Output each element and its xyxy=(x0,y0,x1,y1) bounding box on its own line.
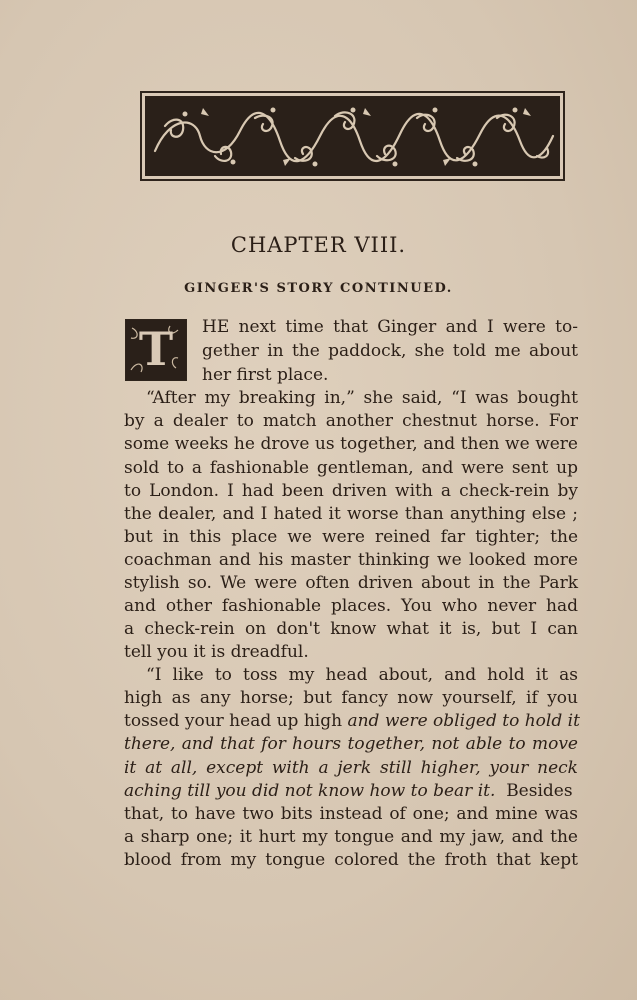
drop-cap-letter: T xyxy=(138,322,174,376)
text-line: blood from my tongue colored the froth that kept xyxy=(124,850,578,870)
text-line: sold to a fashionable gentleman, and were sent up xyxy=(124,458,578,478)
text-line: to London. I had been driven with a check-rein by xyxy=(124,481,578,501)
text-line: a sharp one; it hurt my tongue and my jaw, and the xyxy=(124,827,578,847)
scroll-ornament-icon xyxy=(145,96,560,176)
text-line-italic: it at all, except with a jerk still higher, your neck xyxy=(124,758,578,778)
text-line-mixed xyxy=(124,710,578,732)
text-line: gether in the paddock, she told me about xyxy=(202,341,578,361)
drop-cap xyxy=(125,319,187,381)
chapter-header-ornament xyxy=(140,91,565,181)
text-line: that, to have two bits instead of one; and mine was xyxy=(124,804,578,824)
text-line: some weeks he drove us together, and then we were xyxy=(124,434,578,454)
text-line: her first place. xyxy=(202,365,329,385)
text-span: Besides xyxy=(506,781,573,801)
text-line: and other fashionable places. You who never had xyxy=(124,596,578,616)
chapter-subtitle: GINGER'S STORY CONTINUED. xyxy=(184,281,453,296)
text-line: stylish so. We were often driven about in the Park xyxy=(124,573,578,593)
text-line: the dealer, and I hated it worse than anything else ; xyxy=(124,504,578,524)
text-line: “I like to toss my head about, and hold it as xyxy=(146,665,578,685)
italic-span: and were obliged to hold it xyxy=(347,711,580,731)
ornament-panel xyxy=(145,96,560,176)
text-line: high as any horse; but fancy now yourself, if you xyxy=(124,688,578,708)
text-line: by a dealer to match another chestnut horse. For xyxy=(124,411,578,431)
text-line: HE next time that Ginger and I were to- xyxy=(202,317,578,337)
text-line-mixed xyxy=(124,780,578,802)
italic-span: aching till you did not know how to bear it. xyxy=(124,781,496,801)
text-line: tell you it is dreadful. xyxy=(124,642,309,662)
text-line-italic: there, and that for hours together, not able to move xyxy=(124,734,578,754)
chapter-title: CHAPTER VIII. xyxy=(230,233,407,257)
text-span: tossed your head up high xyxy=(124,711,343,731)
text-line: a check-rein on don't know what it is, but I can xyxy=(124,619,578,639)
text-line: but in this place we were reined far tighter; the xyxy=(124,527,578,547)
text-line: “After my breaking in,” she said, “I was bought xyxy=(146,388,578,408)
text-line: coachman and his master thinking we looked more xyxy=(124,550,578,570)
